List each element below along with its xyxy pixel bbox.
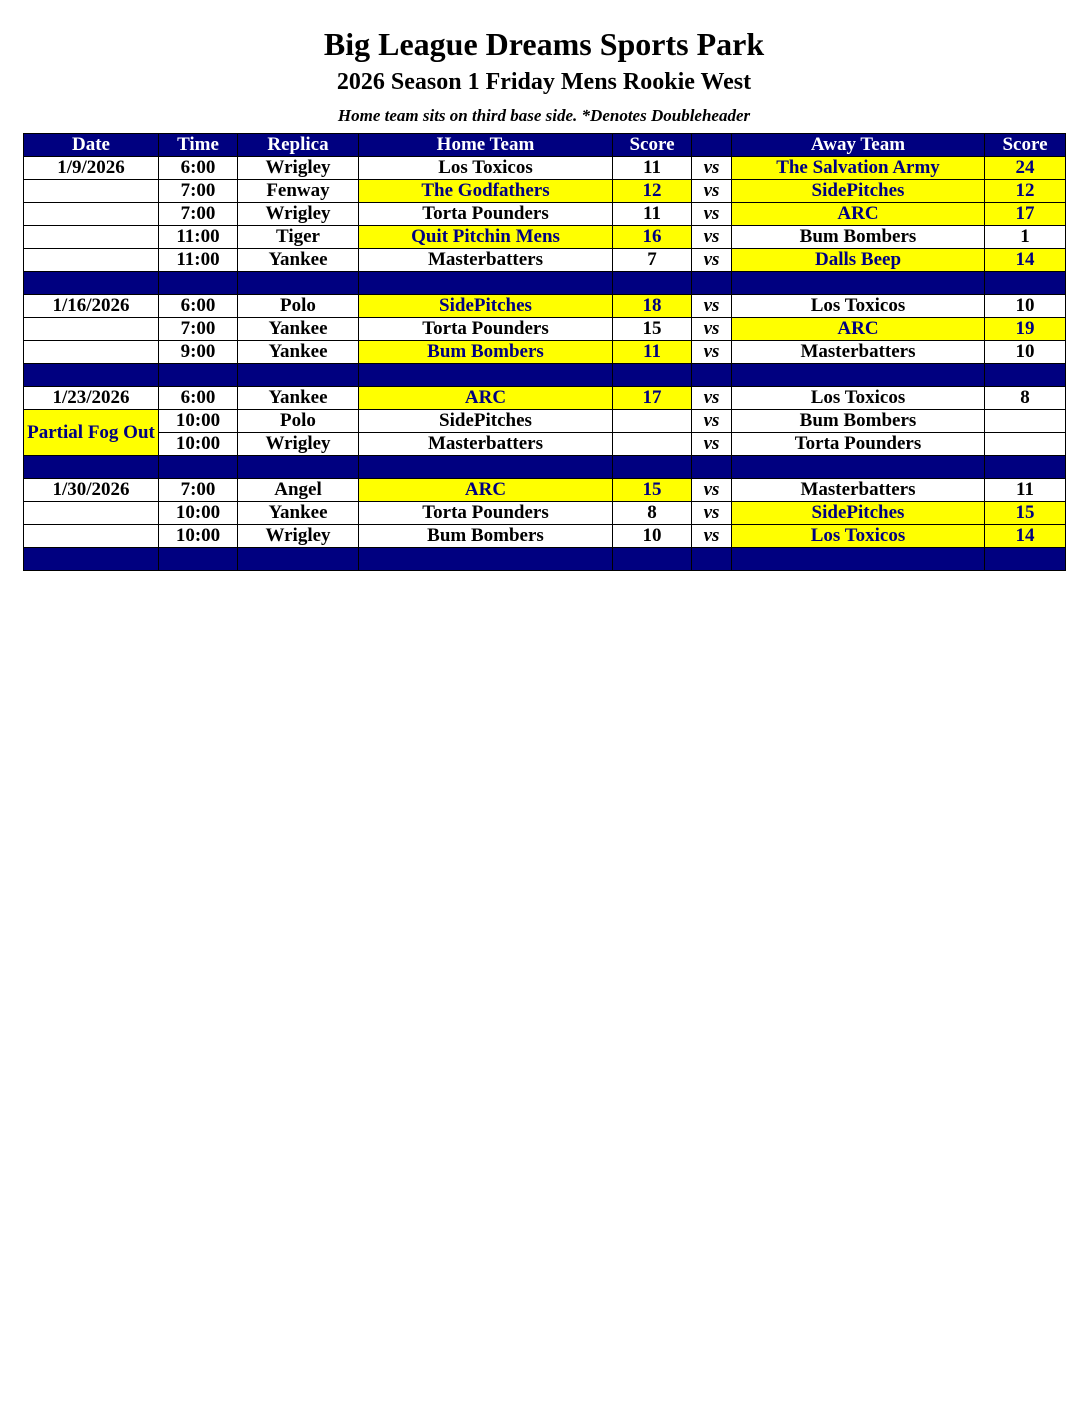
home-score-cell: 15 — [613, 479, 692, 502]
away-team-cell: Bum Bombers — [732, 226, 985, 249]
home-score-cell: 18 — [613, 295, 692, 318]
home-team-cell: The Godfathers — [359, 180, 613, 203]
vs-label: vs — [692, 479, 732, 502]
table-row — [24, 295, 1066, 318]
divider-cell — [732, 364, 985, 387]
replica-cell: Yankee — [238, 318, 359, 341]
away-score-cell: 10 — [985, 295, 1066, 318]
divider-cell — [24, 456, 159, 479]
home-team-cell: Los Toxicos — [359, 157, 613, 180]
time-cell: 7:00 — [159, 479, 238, 502]
table-row — [24, 341, 1066, 364]
time-cell: 10:00 — [159, 410, 238, 433]
vs-label: vs — [692, 226, 732, 249]
table-row — [24, 410, 1066, 433]
vs-label: vs — [692, 318, 732, 341]
replica-cell: Tiger — [238, 226, 359, 249]
home-team-cell: Quit Pitchin Mens — [359, 226, 613, 249]
away-score-cell: 17 — [985, 203, 1066, 226]
time-cell: 9:00 — [159, 341, 238, 364]
time-cell: 10:00 — [159, 502, 238, 525]
away-team-cell: Masterbatters — [732, 341, 985, 364]
divider-cell — [238, 548, 359, 571]
table-row — [24, 157, 1066, 180]
date-cell-empty — [24, 249, 159, 272]
replica-cell: Wrigley — [238, 525, 359, 548]
home-team-cell: Bum Bombers — [359, 341, 613, 364]
home-score-cell: 10 — [613, 525, 692, 548]
col-header-away-score: Score — [985, 134, 1066, 157]
divider-cell — [985, 456, 1066, 479]
date-cell-empty — [24, 525, 159, 548]
date-cell-empty — [24, 203, 159, 226]
replica-cell: Fenway — [238, 180, 359, 203]
divider-cell — [159, 548, 238, 571]
divider-cell — [359, 548, 613, 571]
divider-cell — [24, 364, 159, 387]
date-cell: 1/23/2026 — [24, 387, 159, 410]
header-note: Home team sits on third base side. *Denotes Doubleheader — [337, 106, 751, 125]
divider-cell — [732, 548, 985, 571]
col-header-home-team: Home Team — [359, 134, 613, 157]
home-team-cell: SidePitches — [359, 295, 613, 318]
away-team-cell: Bum Bombers — [732, 410, 985, 433]
away-team-cell: Masterbatters — [732, 479, 985, 502]
divider-cell — [238, 364, 359, 387]
table-row — [24, 479, 1066, 502]
vs-label: vs — [692, 410, 732, 433]
table-row — [24, 502, 1066, 525]
away-score-cell: 14 — [985, 249, 1066, 272]
col-header-vs — [692, 134, 732, 157]
vs-label: vs — [692, 180, 732, 203]
away-team-cell: The Salvation Army — [732, 157, 985, 180]
replica-cell: Angel — [238, 479, 359, 502]
home-score-cell: 12 — [613, 180, 692, 203]
divider-cell — [359, 456, 613, 479]
replica-cell: Yankee — [238, 341, 359, 364]
vs-label: vs — [692, 433, 732, 456]
time-cell: 11:00 — [159, 226, 238, 249]
home-score-cell — [613, 433, 692, 456]
home-team-cell: ARC — [359, 387, 613, 410]
vs-label: vs — [692, 525, 732, 548]
time-cell: 7:00 — [159, 203, 238, 226]
vs-label: vs — [692, 502, 732, 525]
table-row — [24, 433, 1066, 456]
table-row — [24, 180, 1066, 203]
divider-cell — [159, 272, 238, 295]
group-divider-row — [24, 364, 1066, 387]
away-score-cell — [985, 410, 1066, 433]
date-cell-empty — [24, 502, 159, 525]
divider-cell — [692, 272, 732, 295]
date-cell-empty — [24, 180, 159, 203]
divider-cell — [613, 272, 692, 295]
away-score-cell: 11 — [985, 479, 1066, 502]
divider-cell — [692, 548, 732, 571]
home-score-cell — [613, 410, 692, 433]
divider-cell — [985, 364, 1066, 387]
date-cell-empty — [24, 318, 159, 341]
replica-cell: Polo — [238, 410, 359, 433]
home-team-cell: Torta Pounders — [359, 502, 613, 525]
divider-cell — [24, 548, 159, 571]
divider-cell — [613, 548, 692, 571]
away-team-cell: SidePitches — [732, 502, 985, 525]
home-score-cell: 11 — [613, 157, 692, 180]
time-cell: 10:00 — [159, 525, 238, 548]
away-team-cell: SidePitches — [732, 180, 985, 203]
replica-cell: Yankee — [238, 249, 359, 272]
home-team-cell: Torta Pounders — [359, 318, 613, 341]
page-title: Big League Dreams Sports Park — [323, 26, 765, 62]
home-score-cell: 17 — [613, 387, 692, 410]
table-row — [24, 203, 1066, 226]
schedule-body — [24, 157, 1066, 571]
vs-label: vs — [692, 157, 732, 180]
time-cell: 6:00 — [159, 387, 238, 410]
away-score-cell: 1 — [985, 226, 1066, 249]
home-score-cell: 7 — [613, 249, 692, 272]
vs-label: vs — [692, 341, 732, 364]
divider-cell — [159, 364, 238, 387]
table-row — [24, 249, 1066, 272]
divider-cell — [692, 364, 732, 387]
replica-cell: Polo — [238, 295, 359, 318]
home-team-cell: Masterbatters — [359, 249, 613, 272]
away-score-cell: 12 — [985, 180, 1066, 203]
replica-cell: Wrigley — [238, 433, 359, 456]
divider-cell — [692, 456, 732, 479]
date-cell: 1/9/2026 — [24, 157, 159, 180]
time-cell: 11:00 — [159, 249, 238, 272]
col-header-away-team: Away Team — [732, 134, 985, 157]
col-header-time: Time — [159, 134, 238, 157]
home-score-cell: 11 — [613, 203, 692, 226]
schedule-table — [23, 133, 1066, 571]
status-note: Partial Fog Out — [24, 410, 159, 456]
time-cell: 7:00 — [159, 318, 238, 341]
home-score-cell: 11 — [613, 341, 692, 364]
time-cell: 10:00 — [159, 433, 238, 456]
time-cell: 6:00 — [159, 295, 238, 318]
divider-cell — [159, 456, 238, 479]
home-team-cell: ARC — [359, 479, 613, 502]
group-divider-row — [24, 272, 1066, 295]
divider-cell — [613, 364, 692, 387]
divider-cell — [985, 272, 1066, 295]
away-score-cell — [985, 433, 1066, 456]
group-divider-row — [24, 456, 1066, 479]
vs-label: vs — [692, 295, 732, 318]
group-divider-row — [24, 548, 1066, 571]
divider-cell — [238, 272, 359, 295]
date-cell: 1/30/2026 — [24, 479, 159, 502]
divider-cell — [359, 364, 613, 387]
divider-cell — [24, 272, 159, 295]
away-score-cell: 24 — [985, 157, 1066, 180]
col-header-replica: Replica — [238, 134, 359, 157]
table-row — [24, 525, 1066, 548]
away-team-cell: Dalls Beep — [732, 249, 985, 272]
divider-cell — [732, 272, 985, 295]
home-score-cell: 16 — [613, 226, 692, 249]
away-score-cell: 10 — [985, 341, 1066, 364]
date-cell-empty — [24, 341, 159, 364]
divider-cell — [985, 548, 1066, 571]
vs-label: vs — [692, 387, 732, 410]
away-score-cell: 14 — [985, 525, 1066, 548]
date-cell-empty — [24, 226, 159, 249]
divider-cell — [238, 456, 359, 479]
away-score-cell: 8 — [985, 387, 1066, 410]
away-score-cell: 15 — [985, 502, 1066, 525]
away-team-cell: Los Toxicos — [732, 295, 985, 318]
replica-cell: Wrigley — [238, 203, 359, 226]
home-team-cell: Torta Pounders — [359, 203, 613, 226]
divider-cell — [613, 456, 692, 479]
divider-cell — [732, 456, 985, 479]
home-team-cell: Bum Bombers — [359, 525, 613, 548]
away-team-cell: Los Toxicos — [732, 525, 985, 548]
away-team-cell: ARC — [732, 318, 985, 341]
table-row — [24, 318, 1066, 341]
time-cell: 7:00 — [159, 180, 238, 203]
replica-cell: Yankee — [238, 502, 359, 525]
time-cell: 6:00 — [159, 157, 238, 180]
divider-cell — [359, 272, 613, 295]
table-row — [24, 226, 1066, 249]
page-subtitle: 2026 Season 1 Friday Mens Rookie West — [336, 69, 752, 95]
away-team-cell: Torta Pounders — [732, 433, 985, 456]
home-score-cell: 8 — [613, 502, 692, 525]
vs-label: vs — [692, 203, 732, 226]
away-team-cell: Los Toxicos — [732, 387, 985, 410]
col-header-date: Date — [24, 134, 159, 157]
date-cell: 1/16/2026 — [24, 295, 159, 318]
col-header-home-score: Score — [613, 134, 692, 157]
replica-cell: Wrigley — [238, 157, 359, 180]
away-team-cell: ARC — [732, 203, 985, 226]
home-score-cell: 15 — [613, 318, 692, 341]
home-team-cell: SidePitches — [359, 410, 613, 433]
home-team-cell: Masterbatters — [359, 433, 613, 456]
table-row — [24, 387, 1066, 410]
away-score-cell: 19 — [985, 318, 1066, 341]
vs-label: vs — [692, 249, 732, 272]
replica-cell: Yankee — [238, 387, 359, 410]
table-header-row — [24, 134, 1066, 157]
